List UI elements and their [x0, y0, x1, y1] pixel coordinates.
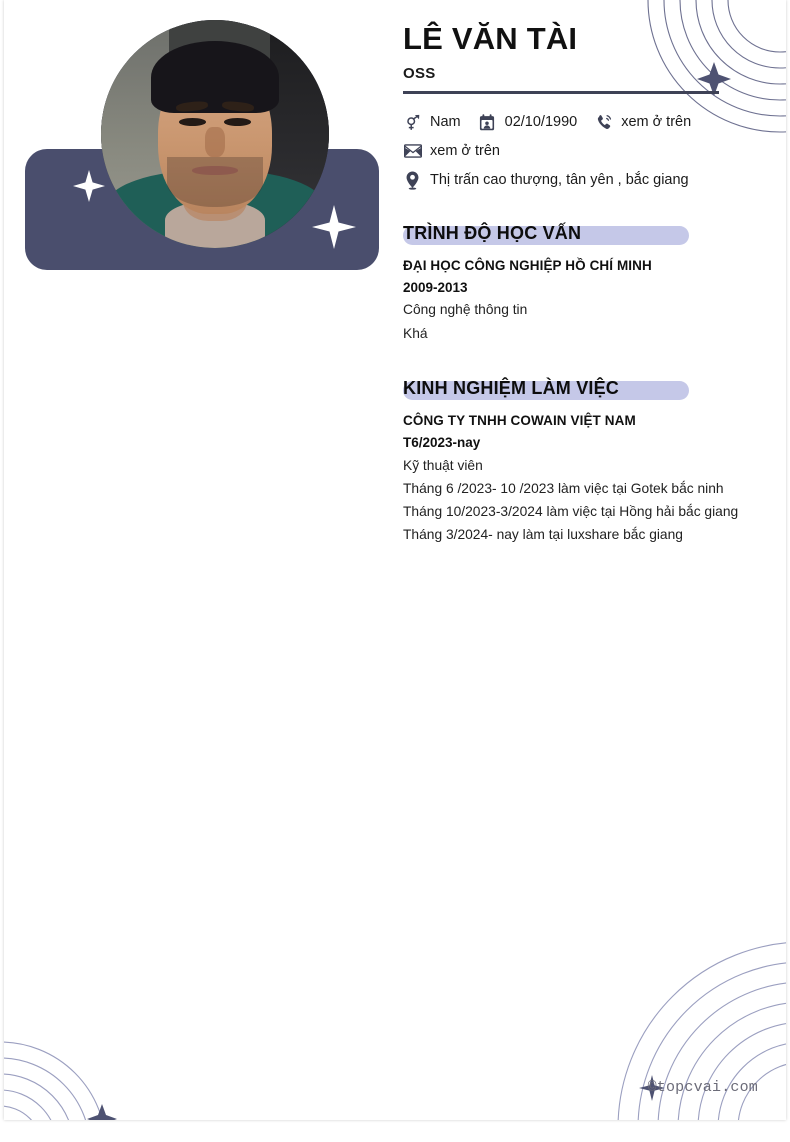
- calendar-icon: [478, 113, 497, 132]
- sparkle-star-icon: [87, 1104, 117, 1120]
- experience-company: CÔNG TY TNHH COWAIN VIỆT NAM: [403, 412, 636, 428]
- experience-heading-text: KINH NGHIỆM LÀM VIỆC: [403, 377, 620, 398]
- experience-role: Kỹ thuật viên: [403, 457, 483, 473]
- education-major: Công nghệ thông tin: [403, 302, 528, 318]
- contact-birthday-value: 02/10/1990: [504, 114, 578, 131]
- experience-period: T6/2023-nay: [403, 434, 481, 450]
- contact-row-primary: [403, 113, 733, 132]
- envelope-icon: [403, 142, 422, 161]
- contact-phone-value: xem ở trên: [621, 114, 692, 131]
- experience-detail: Tháng 6 /2023- 10 /2023 làm việc tại Gotek bắc ninh: [403, 480, 724, 496]
- contact-email-value: xem ở trên: [430, 143, 500, 160]
- sparkle-star-icon: [309, 202, 359, 252]
- section-experience: [403, 375, 739, 546]
- experience-detail: Tháng 10/2023-3/2024 làm việc tại Hồng hải bắc giang: [403, 503, 739, 519]
- contact-phone: [594, 113, 691, 132]
- experience-heading: [403, 375, 733, 401]
- contact-row-address: [403, 171, 733, 190]
- contact-gender: [403, 113, 461, 132]
- contact-row-email: [403, 142, 733, 161]
- contact-email: [403, 142, 500, 161]
- education-heading-text: TRÌNH ĐỘ HỌC VẤN: [403, 222, 582, 243]
- portrait-illustration: [101, 20, 329, 248]
- location-pin-icon: [403, 171, 422, 190]
- decorative-arcs-bottom-left: [4, 1000, 172, 1120]
- candidate-name: LÊ VĂN TÀI: [403, 21, 578, 56]
- contact-address: [403, 171, 689, 190]
- phone-icon: [594, 113, 613, 132]
- contact-address-value: Thị trấn cao thượng, tân yên , bắc giang: [430, 172, 689, 189]
- cv-content-column: [403, 21, 739, 546]
- education-school: ĐẠI HỌC CÔNG NGHIỆP HỒ CHÍ MINH: [403, 257, 652, 273]
- section-education: [403, 220, 733, 345]
- watermark: ©topcvai.com: [647, 1079, 758, 1096]
- gender-icon: [403, 113, 422, 132]
- cv-sheet: [4, 0, 786, 1120]
- education-heading: [403, 220, 733, 246]
- contact-birthday: [478, 113, 578, 132]
- job-title: OSS: [403, 64, 436, 82]
- contact-gender-value: Nam: [430, 114, 461, 131]
- header-divider: [403, 91, 719, 94]
- sparkle-star-icon: [69, 166, 109, 206]
- experience-detail: Tháng 3/2024- nay làm tại luxshare bắc giang: [403, 527, 683, 543]
- photo-card: [25, 20, 379, 270]
- profile-photo: [101, 20, 329, 248]
- contact-info: [403, 113, 733, 190]
- arc-group-bottom-left: [4, 1042, 106, 1120]
- education-period: 2009-2013: [403, 279, 468, 295]
- education-grade: Khá: [403, 325, 428, 341]
